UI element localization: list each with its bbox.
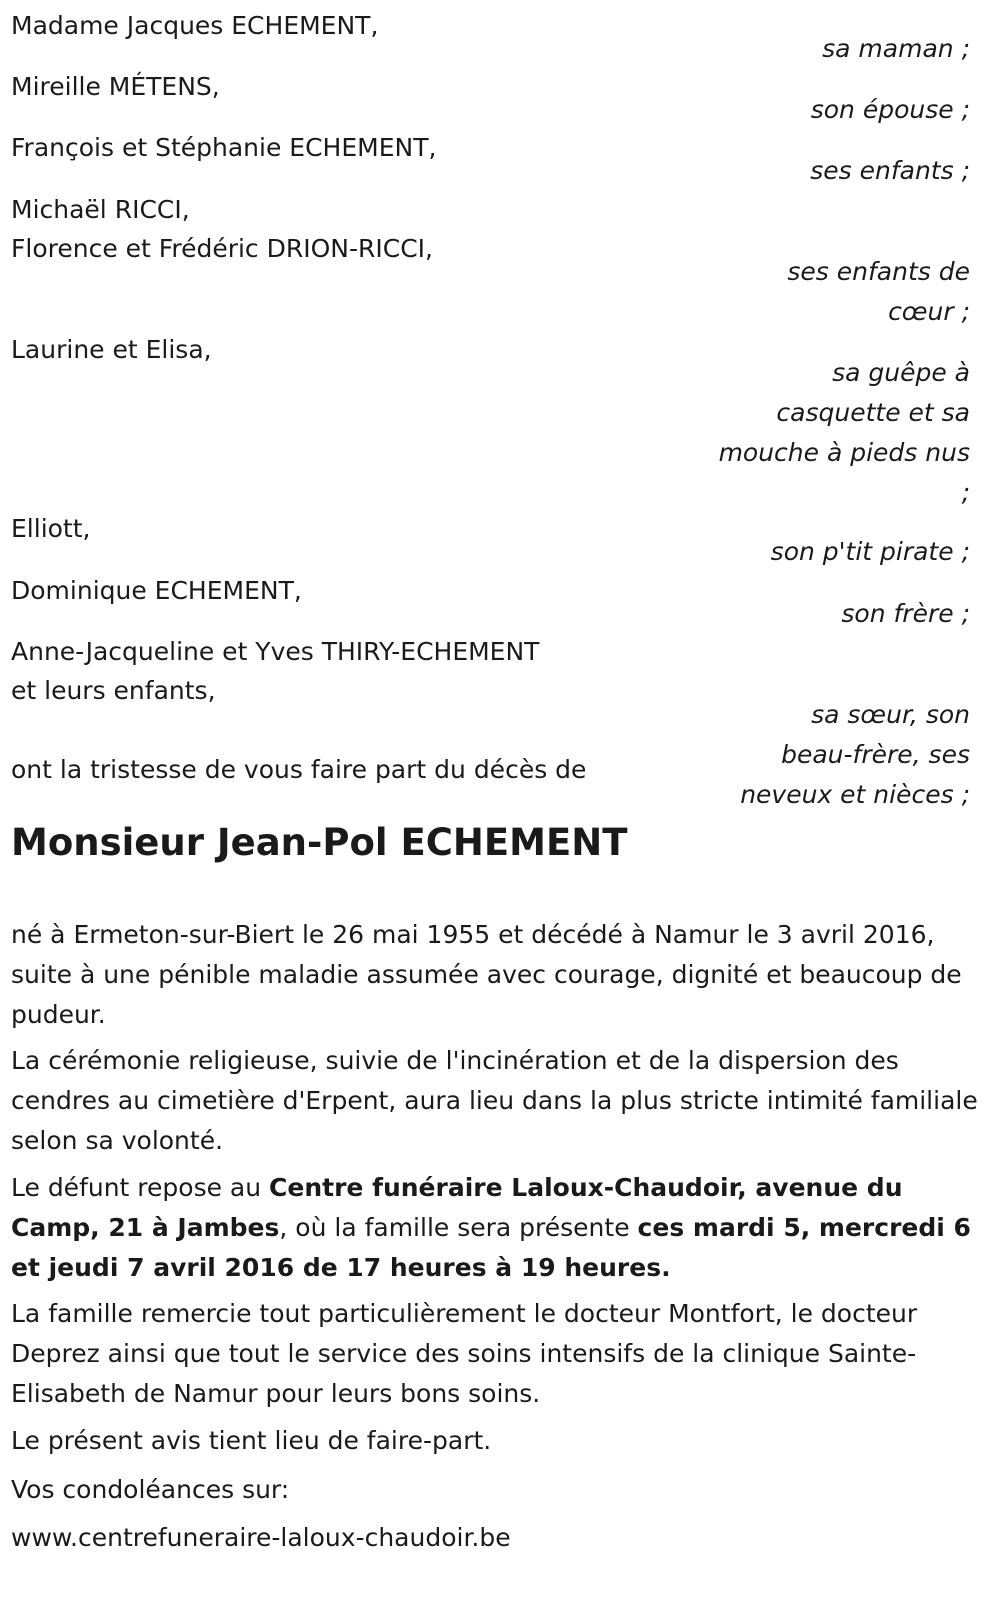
- ceremony-paragraph: La cérémonie religieuse, suivie de l'incinération et de la dispersion des cendres au cimetière d'Erpent, aura lieu dans la plus stricte intimité familiale selon sa volonté.: [11, 1046, 978, 1155]
- family-name: François et Stéphanie ECHEMENT,: [11, 133, 437, 162]
- notice-paragraph: Le présent avis tient lieu de faire-part.: [11, 1426, 492, 1455]
- family-name: Florence et Frédéric DRION-RICCI,: [11, 234, 433, 263]
- family-relation: sa sœur, son beau-frère, ses neveux et nièces ;: [740, 700, 970, 809]
- family-name: Michaël RICCI,: [11, 195, 190, 224]
- condolences-website-link[interactable]: www.centrefuneraire-laloux-chaudoir.be: [11, 1523, 511, 1552]
- family-relation: ses enfants ;: [810, 156, 970, 185]
- family-name: Mireille MÉTENS,: [11, 72, 220, 101]
- birth-paragraph: né à Ermeton-sur-Biert le 26 mai 1955 et décédé à Namur le 3 avril 2016, suite à une pénible maladie assumée avec courage, dignité et beaucoup de pudeur.: [11, 920, 962, 1029]
- family-name: Laurine et Elisa,: [11, 335, 212, 364]
- family-relation: sa guêpe à casquette et sa mouche à pieds nus ;: [718, 358, 970, 507]
- family-name: Dominique ECHEMENT,: [11, 576, 302, 605]
- repose-prefix: Le défunt repose au: [11, 1173, 270, 1202]
- deceased-name: Monsieur Jean-Pol ECHEMENT: [11, 821, 628, 864]
- thanks-paragraph: La famille remercie tout particulièrement le docteur Montfort, le docteur Deprez ainsi que tout le service des soins intensifs de la clinique Sainte-Elisabeth de Namur pour leurs bons soins.: [11, 1299, 918, 1408]
- family-relation: son frère ;: [841, 599, 970, 628]
- family-relation: son p'tit pirate ;: [770, 537, 970, 566]
- family-name: Anne-Jacqueline et Yves THIRY-ECHEMENT: [11, 637, 540, 666]
- condolences-label: Vos condoléances sur:: [11, 1475, 290, 1504]
- family-name: Madame Jacques ECHEMENT,: [11, 11, 379, 40]
- family-relation: ses enfants de cœur ;: [787, 257, 970, 326]
- repose-middle: , où la famille sera présente: [279, 1213, 638, 1242]
- visiting-dates: ces mardi 5, mercredi 6 et jeudi 7 avril 2016 de 17 heures à 19 heures.: [11, 1213, 971, 1282]
- family-name: Elliott,: [11, 514, 91, 543]
- repose-paragraph: [11, 1168, 991, 1288]
- funeral-center-address: Centre funéraire Laloux-Chaudoir, avenue du Camp, 21 à Jambes: [11, 1173, 903, 1242]
- family-relation: son épouse ;: [810, 95, 970, 124]
- family-relation: sa maman ;: [822, 34, 970, 63]
- family-name: et leurs enfants,: [11, 676, 216, 705]
- announcement-intro: ont la tristesse de vous faire part du décès de: [11, 755, 587, 784]
